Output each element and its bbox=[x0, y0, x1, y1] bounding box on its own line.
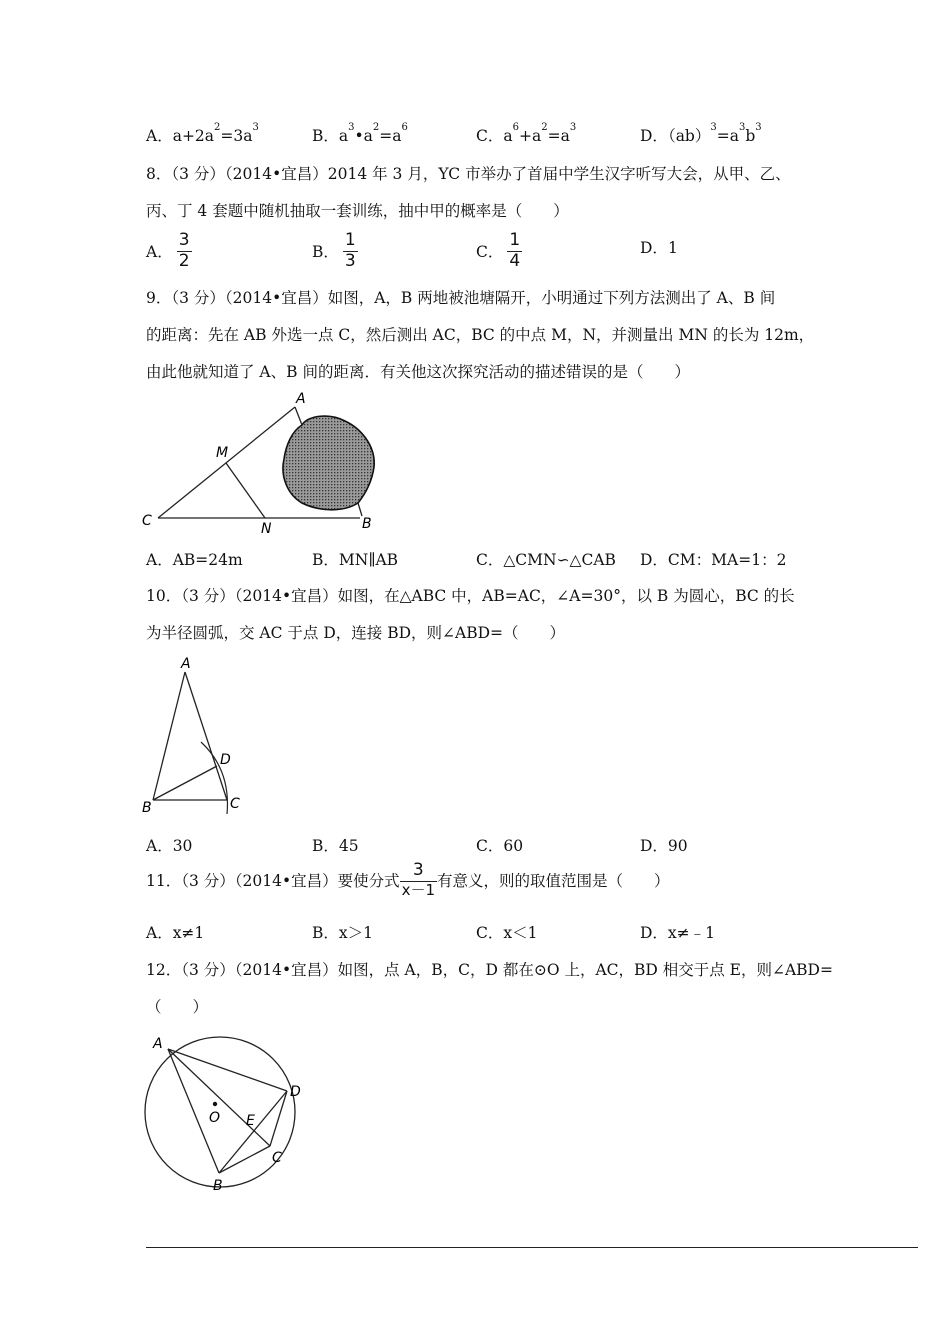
q9-label-n: N bbox=[261, 521, 272, 535]
q10-label-b: B bbox=[142, 800, 152, 816]
q12-circle-figure bbox=[135, 1028, 315, 1198]
q11-option-b: B．x＞1 bbox=[312, 924, 373, 942]
q8-option-a-fraction: $\frac{3}{2}$ bbox=[178, 230, 190, 271]
q12-label-a: A bbox=[153, 1036, 163, 1052]
q11-option-a: A．x≠1 bbox=[146, 924, 205, 942]
q10-triangle-figure bbox=[135, 650, 255, 820]
q12-label-d: D bbox=[290, 1084, 301, 1100]
q10-stem-line-1: 10．（3 分）（2014•宜昌）如图，在△ABC 中，AB=AC，∠A=30°，以 B 为圆心，BC 的长 bbox=[146, 587, 795, 605]
q10-option-c: C．60 bbox=[476, 837, 524, 855]
q8-option-b: B． $\frac{1}{3}$ bbox=[312, 230, 356, 271]
q10-stem-line-2: 为半径圆弧，交 AC 于点 D，连接 BD，则∠ABD=（ ） bbox=[146, 624, 565, 642]
footer-rule bbox=[146, 1247, 918, 1248]
q9-label-c: C bbox=[142, 513, 152, 529]
q9-pond-shape bbox=[283, 416, 374, 510]
q12-label-o: O bbox=[209, 1110, 221, 1126]
q12-stem-line-2: （ ） bbox=[146, 998, 209, 1016]
q8-option-b-fraction: $\frac{1}{3}$ bbox=[344, 230, 356, 271]
q11-option-c: C．x＜1 bbox=[476, 924, 538, 942]
q11-option-d: D．x≠﹣1 bbox=[640, 924, 716, 942]
q9-option-c: C．△CMN∽△CAB bbox=[476, 551, 616, 569]
q12-center-dot bbox=[213, 1102, 217, 1106]
q7-option-c: C．$a^6+a^2=a^3$ bbox=[476, 122, 577, 145]
q7-option-b: B．$a^3•a^2=a^6$ bbox=[312, 122, 408, 145]
q12-segment-ac bbox=[168, 1049, 270, 1146]
q10-segment-ac bbox=[185, 672, 227, 800]
q9-segment-a-pond bbox=[295, 407, 302, 425]
q11-fraction: $\frac{3}{x-1}$ bbox=[401, 860, 436, 899]
q10-segment-ab bbox=[153, 672, 185, 800]
q9-label-m: M bbox=[216, 445, 229, 461]
q12-label-b: B bbox=[213, 1178, 223, 1194]
q7-option-a: A．$a+2a^2=3a^3$ bbox=[146, 122, 259, 145]
q8-stem-line-1: 8．（3 分）（2014•宜昌）2014 年 3 月，YC 市举办了首届中学生汉字听写大会，从甲、乙、 bbox=[146, 165, 791, 183]
q10-label-c: C bbox=[230, 796, 240, 812]
q10-label-a: A bbox=[181, 656, 191, 672]
q9-segment-mn bbox=[226, 463, 265, 518]
q12-label-c: C bbox=[272, 1150, 282, 1166]
q10-options bbox=[146, 834, 926, 860]
q12-stem-line-1: 12．（3 分）（2014•宜昌）如图，点 A，B，C，D 都在⊙O 上，AC，BD 相交于点 E，则∠ABD= bbox=[146, 961, 833, 979]
q12-label-e: E bbox=[246, 1113, 255, 1129]
q9-segment-ca bbox=[158, 407, 295, 518]
q7-options bbox=[146, 124, 926, 150]
q9-stem-line-3: 由此他就知道了 A、B 间的距离．有关他这次探究活动的描述错误的是（ ） bbox=[146, 363, 690, 381]
q12-segment-cd bbox=[270, 1091, 287, 1146]
q11-options bbox=[146, 921, 926, 947]
q10-option-a: A．30 bbox=[146, 837, 193, 855]
q10-option-d: D．90 bbox=[640, 837, 688, 855]
q7-option-d: D．$(ab)^3=a^3b^3$ bbox=[640, 122, 762, 145]
q8-option-c-fraction: $\frac{1}{4}$ bbox=[509, 230, 521, 271]
q9-options bbox=[146, 548, 926, 574]
q8-option-d: D．1 bbox=[640, 239, 678, 257]
q8-option-c: C． $\frac{1}{4}$ bbox=[476, 230, 521, 271]
q9-stem-line-2: 的距离：先在 AB 外选一点 C，然后测出 AC，BC 的中点 M，N，并测量出 MN 的长为 12m， bbox=[146, 326, 815, 344]
q12-segment-bc bbox=[219, 1146, 270, 1173]
q9-label-b: B bbox=[362, 516, 372, 532]
q9-stem-line-1: 9．（3 分）（2014•宜昌）如图，A，B 两地被池塘隔开，小明通过下列方法测出了 A、B 间 bbox=[146, 289, 776, 307]
q9-option-d: D．CM：MA=1：2 bbox=[640, 551, 787, 569]
q9-pond-figure bbox=[130, 385, 390, 535]
q9-segment-pond-b bbox=[358, 503, 362, 516]
q9-option-b: B．MN∥AB bbox=[312, 551, 399, 569]
q10-label-d: D bbox=[220, 752, 231, 768]
q10-segment-bd bbox=[153, 766, 217, 800]
q10-option-b: B．45 bbox=[312, 837, 359, 855]
q9-label-a: A bbox=[296, 391, 306, 407]
q8-stem-line-2: 丙、丁 4 套题中随机抽取一套训练，抽中甲的概率是（ ） bbox=[146, 202, 569, 220]
q8-option-a: A． $\frac{3}{2}$ bbox=[146, 230, 190, 271]
q11-stem: 11．（3 分）（2014•宜昌）要使分式 $\frac{3}{x-1}$ 有意义，则的取值范围是（ ） bbox=[146, 860, 670, 899]
q8-options bbox=[146, 232, 926, 276]
q9-option-a: A．AB=24m bbox=[146, 551, 243, 569]
